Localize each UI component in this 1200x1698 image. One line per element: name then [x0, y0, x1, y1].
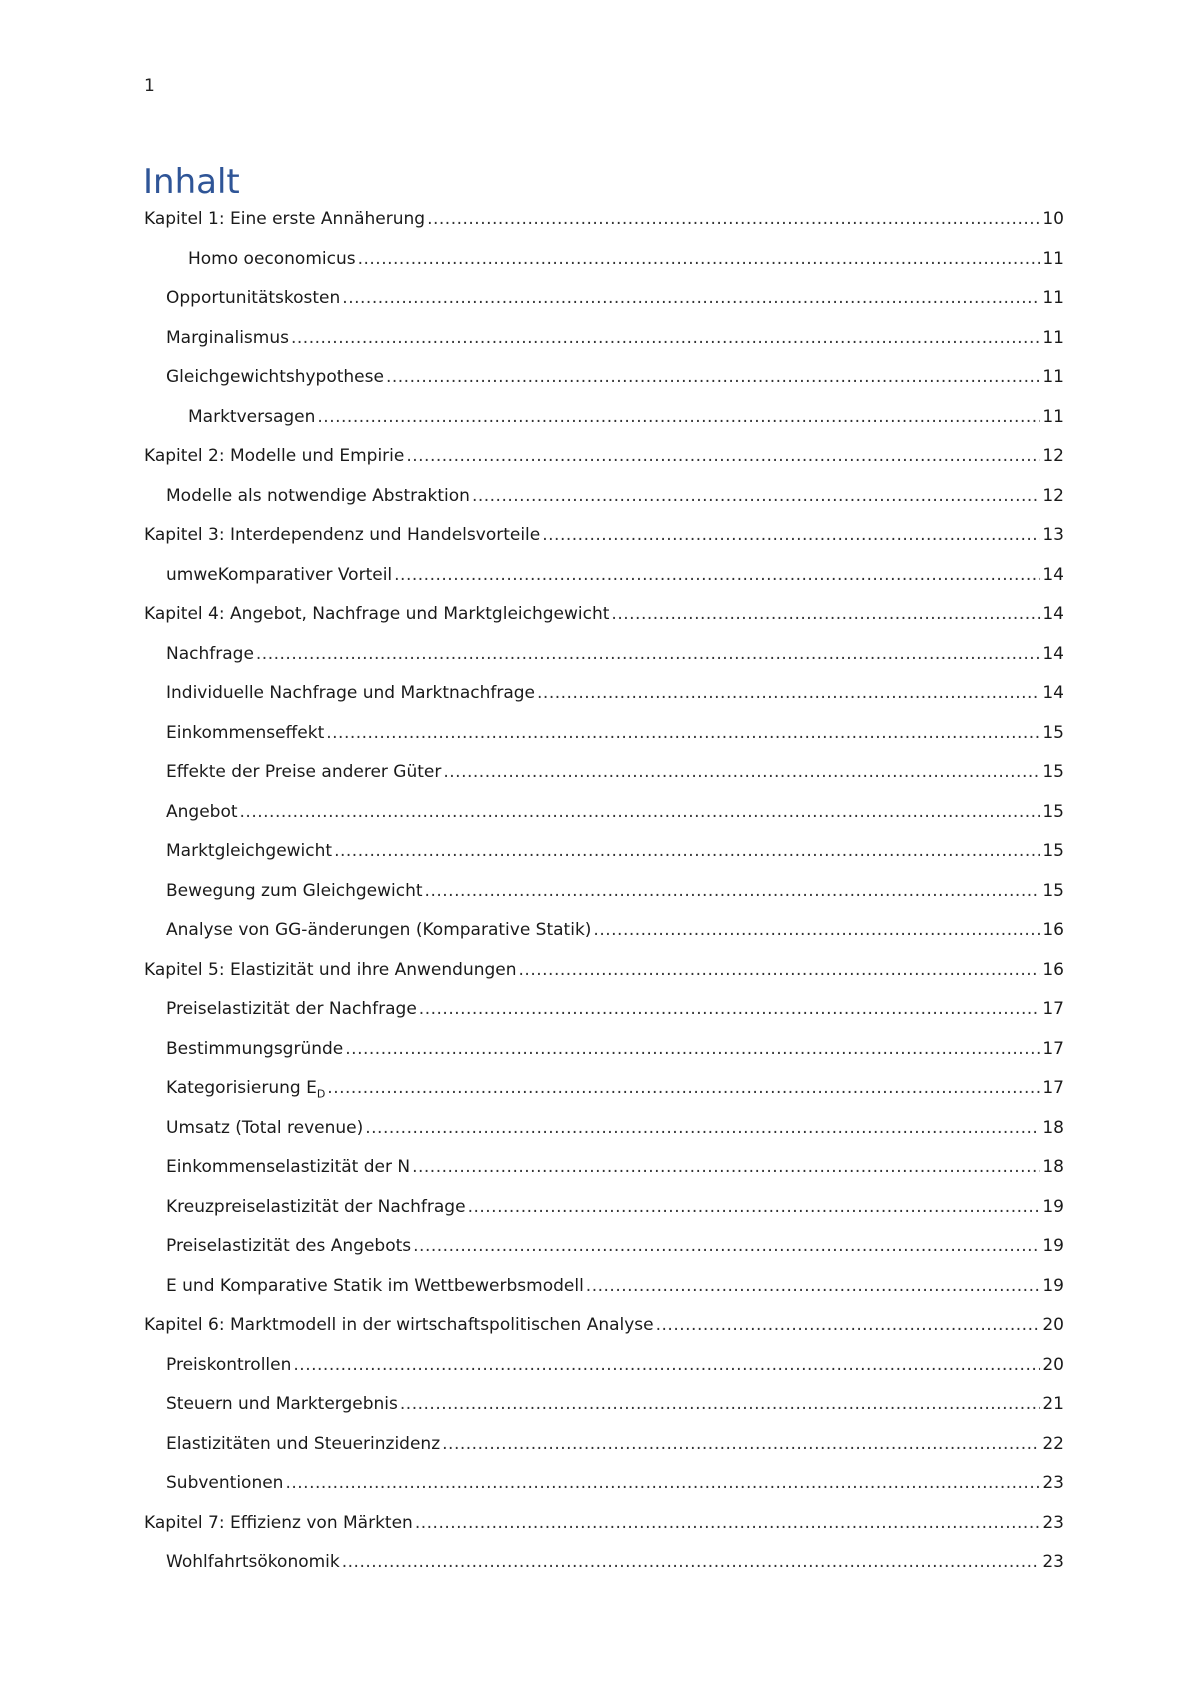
toc-entry-title[interactable]	[144, 1314, 654, 1336]
toc-entry-label: Kreuzpreiselastizität der Nachfrage	[166, 1196, 466, 1217]
toc-entry[interactable]	[144, 1393, 1064, 1433]
toc-entry-page-number[interactable]: 14	[1042, 683, 1064, 703]
toc-entry[interactable]	[144, 1433, 1064, 1473]
toc-entry-page-number[interactable]: 16	[1042, 959, 1064, 980]
toc-entry-title[interactable]	[166, 1551, 340, 1573]
toc-entry-page-number[interactable]: 20	[1042, 1315, 1064, 1335]
toc-entry[interactable]	[144, 643, 1064, 683]
toc-entry-subscript: D	[316, 1087, 326, 1101]
toc-entry-label: Einkommenseffekt	[166, 722, 325, 743]
toc-entry-title[interactable]	[144, 524, 540, 546]
toc-entry-label: Kategorisierung E	[166, 1078, 317, 1098]
dot-leader	[326, 722, 1040, 744]
toc-entry-label: Kapitel 3: Interdependenz und Handelsvorteile	[144, 525, 541, 545]
toc-entry-label: Modelle als notwendige Abstraktion	[166, 485, 470, 506]
toc-entry-page-number[interactable]: 23	[1042, 1552, 1064, 1572]
toc-entry[interactable]	[144, 998, 1064, 1038]
toc-entry-label: Elastizitäten und Steuerinzidenz	[166, 1433, 441, 1454]
dot-leader	[468, 1196, 1040, 1218]
toc-entry-title[interactable]	[166, 1196, 466, 1218]
dot-leader	[365, 1117, 1040, 1139]
toc-entry-title[interactable]	[144, 208, 425, 230]
toc-entry[interactable]	[144, 287, 1064, 327]
dot-leader	[412, 1156, 1040, 1178]
toc-entry[interactable]	[144, 1235, 1064, 1275]
toc-entry-page-number[interactable]: 18	[1042, 1157, 1064, 1177]
toc-entry-page-number[interactable]: 12	[1042, 485, 1064, 506]
toc-entry-page-number[interactable]: 13	[1042, 525, 1064, 545]
toc-entry-page-number[interactable]: 23	[1042, 1473, 1064, 1493]
dot-leader	[334, 840, 1040, 862]
toc-entry[interactable]	[144, 682, 1064, 722]
toc-entry-page-number[interactable]: 15	[1042, 762, 1064, 782]
toc-entry-title[interactable]	[166, 682, 535, 704]
dot-leader	[291, 327, 1040, 349]
toc-entry-page-number[interactable]: 23	[1042, 1512, 1064, 1533]
toc-entry-label: Effekte der Preise anderer Güter	[166, 762, 442, 782]
toc-entry-label: Nachfrage	[166, 643, 254, 664]
dot-leader	[342, 287, 1040, 309]
toc-entry-label: Wohlfahrtsökonomik	[166, 1552, 340, 1572]
toc-entry[interactable]	[144, 801, 1064, 841]
dot-leader	[240, 801, 1040, 823]
toc-entry-title[interactable]	[166, 1354, 291, 1376]
toc-entry-page-number[interactable]: 14	[1042, 643, 1064, 664]
dot-leader	[611, 603, 1040, 625]
dot-leader	[358, 248, 1040, 270]
toc-entry-title[interactable]	[144, 1512, 413, 1534]
dot-leader	[256, 643, 1040, 665]
toc-entry-title[interactable]	[166, 1156, 410, 1178]
toc-entry-page-number[interactable]: 11	[1042, 406, 1064, 427]
dot-leader	[427, 208, 1040, 230]
toc-entry-title[interactable]	[166, 1472, 283, 1494]
dot-leader	[413, 1235, 1040, 1257]
toc-entry-page-number[interactable]: 22	[1042, 1433, 1064, 1454]
toc-entry-page-number[interactable]: 14	[1042, 564, 1064, 585]
toc-entry-title[interactable]	[144, 603, 609, 625]
dot-leader	[586, 1275, 1040, 1297]
toc-entry-label: Homo oeconomicus	[188, 248, 356, 269]
toc-entry[interactable]	[144, 208, 1064, 248]
toc-entry-page-number[interactable]: 15	[1042, 841, 1064, 861]
toc-entry[interactable]	[144, 1156, 1064, 1196]
toc-entry-page-number[interactable]: 11	[1042, 327, 1064, 348]
toc-entry-label: Marktversagen	[188, 406, 316, 427]
toc-entry[interactable]	[144, 959, 1064, 999]
toc-entry[interactable]	[144, 524, 1064, 564]
dot-leader	[425, 880, 1040, 902]
toc-entry-label: Preiskontrollen	[166, 1354, 292, 1375]
dot-leader	[317, 406, 1040, 428]
dot-leader	[593, 919, 1040, 941]
toc-entry[interactable]	[144, 1275, 1064, 1315]
dot-leader	[406, 445, 1040, 467]
toc-entry-label: Individuelle Nachfrage und Marktnachfrage	[166, 683, 536, 703]
toc-entry[interactable]	[144, 840, 1064, 880]
dot-leader	[656, 1314, 1040, 1336]
dot-leader	[327, 1077, 1040, 1099]
toc-entry-page-number[interactable]: 21	[1042, 1394, 1064, 1414]
toc-entry-title[interactable]	[166, 1077, 325, 1099]
toc-entry-title[interactable]	[166, 840, 332, 862]
toc-entry[interactable]	[144, 1472, 1064, 1512]
table-of-contents	[144, 208, 1064, 1591]
toc-entry-title[interactable]	[166, 287, 340, 309]
toc-entry-title[interactable]	[166, 919, 591, 941]
toc-entry[interactable]	[144, 1551, 1064, 1591]
toc-entry-label: Kapitel 6: Marktmodell in der wirtschaftspolitischen Analyse	[144, 1315, 654, 1335]
toc-entry-label: Marktgleichgewicht	[166, 841, 333, 861]
toc-entry[interactable]	[144, 327, 1064, 367]
toc-entry-title[interactable]	[166, 366, 384, 388]
toc-entry-title[interactable]	[166, 801, 238, 823]
toc-entry[interactable]	[144, 485, 1064, 525]
toc-entry-label: Opportunitätskosten	[166, 288, 341, 308]
dot-leader	[537, 682, 1040, 704]
toc-entry-page-number[interactable]: 12	[1042, 446, 1064, 466]
dot-leader	[400, 1393, 1040, 1415]
toc-entry-page-number[interactable]: 17	[1042, 999, 1064, 1019]
toc-entry-label: E und Komparative Statik im Wettbewerbsmodell	[166, 1275, 584, 1296]
toc-entry-title[interactable]	[166, 998, 417, 1020]
toc-entry-title[interactable]	[166, 643, 254, 665]
toc-entry-label: Preiselastizität der Nachfrage	[166, 999, 417, 1019]
toc-entry-page-number[interactable]: 20	[1042, 1354, 1064, 1375]
dot-leader	[419, 998, 1040, 1020]
toc-entry-label: Kapitel 1: Eine erste Annäherung	[144, 209, 426, 229]
toc-entry-title[interactable]	[166, 1433, 440, 1455]
toc-entry-label: umweKomparativer Vorteil	[166, 564, 393, 585]
toc-entry-label: Einkommenselastizität der N	[166, 1157, 411, 1177]
dot-leader	[442, 1433, 1040, 1455]
toc-entry[interactable]	[144, 406, 1064, 446]
toc-entry-title[interactable]	[166, 327, 289, 349]
dot-leader	[542, 524, 1040, 546]
toc-entry[interactable]	[144, 564, 1064, 604]
toc-entry-label: Kapitel 5: Elastizität und ihre Anwendungen	[144, 959, 517, 980]
toc-entry-label: Bestimmungsgründe	[166, 1038, 344, 1059]
dot-leader	[342, 1551, 1040, 1573]
toc-entry-title[interactable]	[166, 1038, 343, 1060]
toc-entry-page-number[interactable]: 19	[1042, 1275, 1064, 1296]
toc-entry-page-number[interactable]: 15	[1042, 722, 1064, 743]
toc-entry[interactable]	[144, 1077, 1064, 1117]
dot-leader	[443, 761, 1040, 783]
toc-entry-label: Bewegung zum Gleichgewicht	[166, 880, 423, 901]
toc-entry-title[interactable]	[144, 959, 517, 981]
toc-entry-title[interactable]	[166, 880, 423, 902]
toc-entry-title[interactable]	[166, 761, 441, 783]
dot-leader	[472, 485, 1040, 507]
toc-entry-label: Angebot	[166, 801, 238, 822]
toc-entry-label: Marginalismus	[166, 327, 289, 348]
toc-entry[interactable]	[144, 1117, 1064, 1157]
toc-entry-page-number[interactable]: 14	[1042, 604, 1064, 624]
toc-entry-title[interactable]	[166, 722, 324, 744]
toc-entry-title[interactable]	[166, 1235, 411, 1257]
toc-entry-title[interactable]	[166, 1275, 584, 1297]
toc-entry-page-number[interactable]: 19	[1042, 1196, 1064, 1217]
toc-entry[interactable]	[144, 1354, 1064, 1394]
toc-entry-page-number[interactable]: 10	[1042, 209, 1064, 229]
toc-entry-page-number[interactable]: 18	[1042, 1117, 1064, 1138]
toc-entry-label: Subventionen	[166, 1473, 284, 1493]
toc-entry[interactable]	[144, 1314, 1064, 1354]
dot-leader	[394, 564, 1040, 586]
toc-entry-page-number[interactable]: 11	[1042, 248, 1064, 269]
toc-entry[interactable]	[144, 919, 1064, 959]
toc-entry-label: Preiselastizität des Angebots	[166, 1236, 412, 1256]
toc-entry-page-number[interactable]: 17	[1042, 1078, 1064, 1098]
toc-entry[interactable]	[144, 761, 1064, 801]
toc-entry-label: Kapitel 4: Angebot, Nachfrage und Marktgleichgewicht	[144, 604, 610, 624]
toc-entry[interactable]	[144, 722, 1064, 762]
toc-entry[interactable]	[144, 1038, 1064, 1078]
dot-leader	[293, 1354, 1040, 1376]
toc-entry-page-number[interactable]: 11	[1042, 288, 1064, 308]
toc-entry[interactable]	[144, 603, 1064, 643]
toc-entry-label: Analyse von GG-änderungen (Komparative Statik)	[166, 920, 592, 940]
toc-entry-title[interactable]	[166, 564, 392, 586]
toc-entry-label: Kapitel 7: Effizienz von Märkten	[144, 1512, 413, 1533]
toc-entry[interactable]	[144, 1512, 1064, 1552]
dot-leader	[519, 959, 1040, 981]
toc-entry-page-number[interactable]: 11	[1042, 367, 1064, 387]
dot-leader	[386, 366, 1040, 388]
toc-entry-title[interactable]	[166, 485, 470, 507]
toc-entry[interactable]	[144, 366, 1064, 406]
toc-title: Inhalt	[143, 162, 240, 202]
toc-entry-label: Steuern und Marktergebnis	[166, 1394, 398, 1414]
toc-entry-page-number[interactable]: 17	[1042, 1038, 1064, 1059]
toc-entry-title[interactable]	[144, 445, 404, 467]
toc-entry[interactable]	[144, 880, 1064, 920]
toc-entry[interactable]	[144, 445, 1064, 485]
toc-entry-label: Kapitel 2: Modelle und Empirie	[144, 446, 405, 466]
toc-entry-page-number[interactable]: 15	[1042, 801, 1064, 822]
toc-entry-page-number[interactable]: 19	[1042, 1236, 1064, 1256]
toc-entry-title[interactable]	[166, 1117, 363, 1139]
toc-entry-title[interactable]	[166, 1393, 398, 1415]
page-number: 1	[144, 76, 155, 96]
dot-leader	[415, 1512, 1040, 1534]
toc-entry[interactable]	[144, 1196, 1064, 1236]
toc-entry-page-number[interactable]: 15	[1042, 880, 1064, 901]
toc-entry-title[interactable]	[188, 248, 356, 270]
dot-leader	[285, 1472, 1040, 1494]
toc-entry-page-number[interactable]: 16	[1042, 920, 1064, 940]
toc-entry[interactable]	[144, 248, 1064, 288]
toc-entry-label: Umsatz (Total revenue)	[166, 1117, 364, 1138]
toc-entry-title[interactable]	[188, 406, 315, 428]
dot-leader	[345, 1038, 1040, 1060]
toc-entry-label: Gleichgewichtshypothese	[166, 367, 384, 387]
